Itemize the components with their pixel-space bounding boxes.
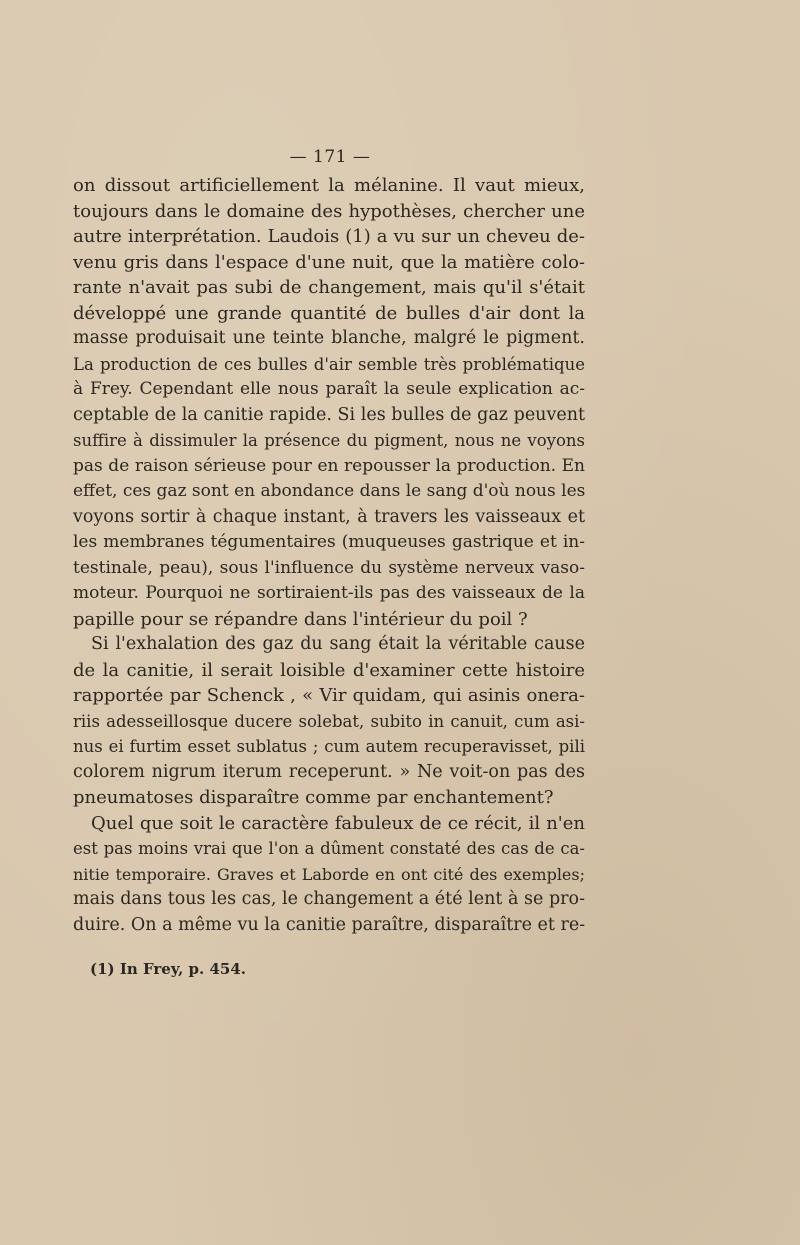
text-line: ceptable de la canitie rapide. Si les bulles de gaz peuvent	[73, 404, 585, 425]
text-line: les membranes tégumentaires (muqueuses gastrique et in-	[73, 532, 585, 552]
body-text	[73, 173, 585, 938]
text-line: duire. On a même vu la canitie paraître, disparaître et re-	[73, 914, 586, 935]
text-line: développé une grande quantité de bulles d'air dont la	[73, 302, 585, 324]
text-line: venu gris dans l'espace d'une nuit, que la matière colo-	[73, 251, 585, 273]
text-line: mais dans tous les cas, le changement a été lent à se pro-	[73, 889, 585, 909]
text-line: pas de raison sérieuse pour en repousser la production. En	[73, 455, 585, 476]
text-line: nus ei furtim esset sublatus ; cum autem recuperavisset, pili	[73, 737, 585, 756]
footnote: (1) In Frey, p. 454.	[90, 960, 247, 978]
text-line: Si l'exhalation des gaz du sang était la véritable cause	[91, 634, 585, 654]
text-line: on dissout artificiellement la mélanine. Il vaut mieux,	[73, 175, 585, 196]
text-line: Quel que soit le caractère fabuleux de ce récit, il n'en	[91, 812, 585, 834]
text-line: La production de ces bulles d'air semble très problématique	[73, 354, 585, 374]
text-line: voyons sortir à chaque instant, à travers les vaisseaux et	[73, 506, 585, 527]
text-line: papille pour se répandre dans l'intérieur du poil ?	[73, 608, 528, 630]
text-line: de la canitie, il serait loisible d'examiner cette histoire	[73, 659, 585, 681]
text-line: à Frey. Cependant elle nous paraît la seule explication ac-	[73, 379, 585, 399]
text-line: effet, ces gaz sont en abondance dans le sang d'où nous les	[73, 481, 586, 501]
text-line: testinale, peau), sous l'influence du système nerveux vaso-	[73, 557, 585, 578]
text-line: est pas moins vrai que l'on a dûment constaté des cas de ca-	[73, 839, 585, 858]
text-line: colorem nigrum iterum receperunt. » Ne voit-on pas des	[73, 761, 585, 782]
text-line: toujours dans le domaine des hypothèses, chercher une	[73, 200, 585, 222]
page-number: — 171 —	[289, 147, 371, 167]
text-line: nitie temporaire. Graves et Laborde en ont cité des exemples;	[73, 864, 585, 884]
text-line: suffire à dissimuler la présence du pigment, nous ne voyons	[73, 431, 585, 450]
text-line: pneumatoses disparaître comme par enchantement?	[73, 787, 554, 808]
text-line: riis adesseillosque ducere solebat, subito in canuit, cum asi-	[73, 711, 585, 731]
text-line: rante n'avait pas subi de changement, mais qu'il s'était	[73, 277, 585, 298]
text-line: moteur. Pourquoi ne sortiraient-ils pas des vaisseaux de la	[73, 583, 585, 603]
text-line: autre interprétation. Laudois (1) a vu sur un cheveu de-	[73, 226, 585, 247]
text-line: rapportée par Schenck , « Vir quidam, qui asinis onera-	[73, 685, 585, 706]
text-line: masse produisait une teinte blanche, malgré le pigment.	[73, 328, 585, 348]
